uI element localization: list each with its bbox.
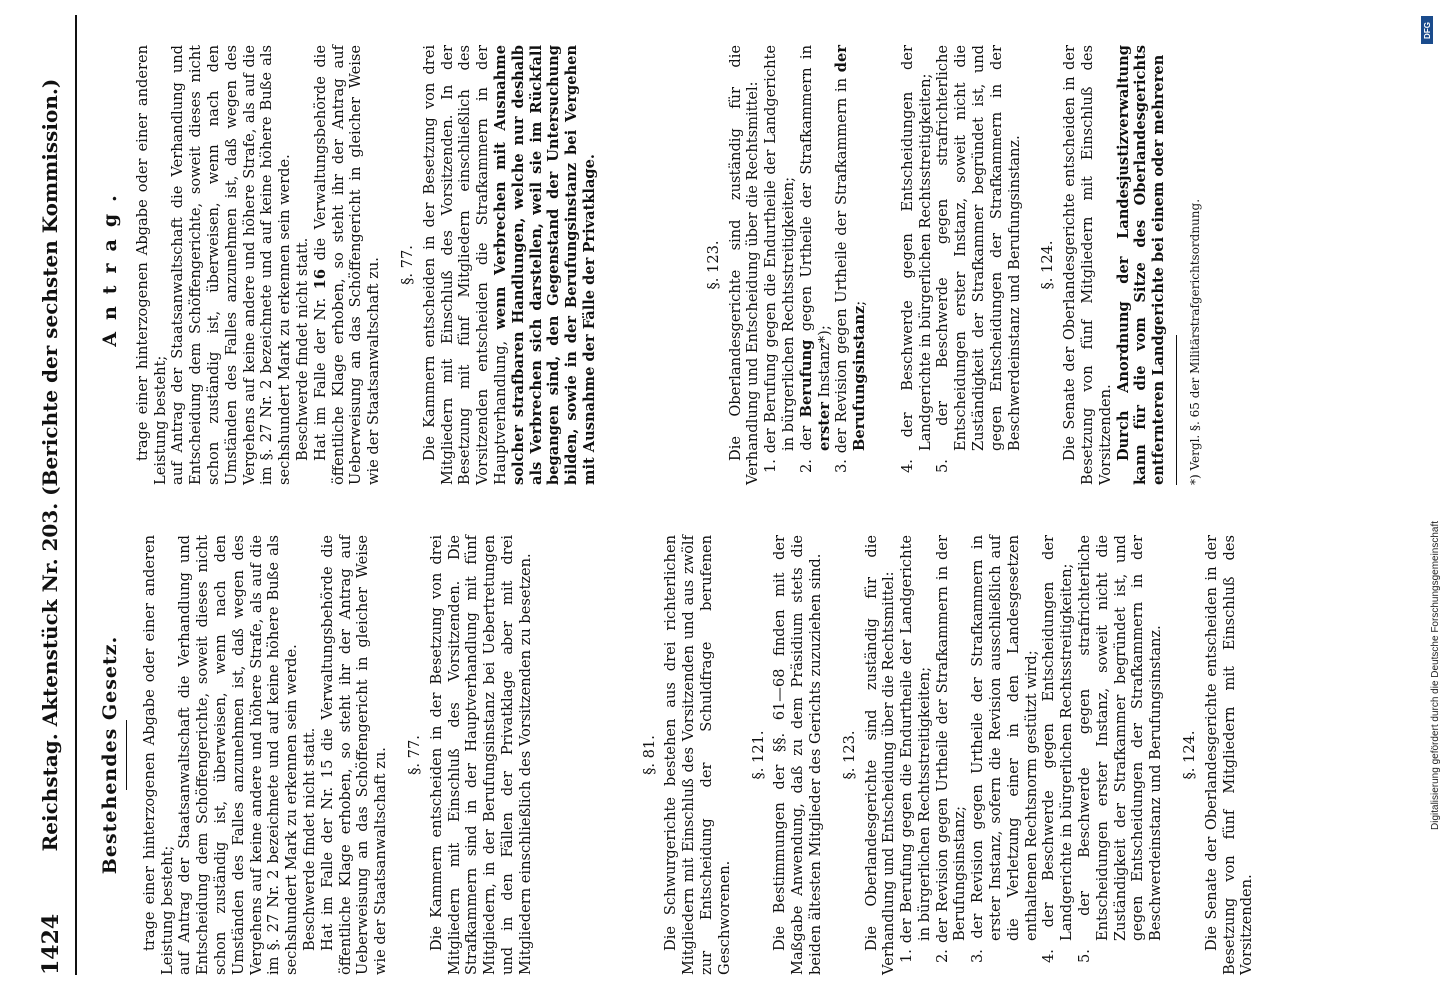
paragraph: auf Antrag der Staatsanwaltschaft die Verhandlung und Entscheidung dem Schöffengerichte, soweit dieses nicht schon zuständig ist, überweisen, wenn nach den Umständen des Falles anzunehmen ist, daß wegen des Vergehens auf keine andere und höhere Strafe, als auf die im §. 27 Nr. 2 bezeichnete und auf keine höhere Buße als sechshundert Mark zu erkennen sein werde. bbox=[176, 535, 301, 975]
paragraph: Die Oberlandesgerichte sind zuständig für die Verhandlung und Entscheidung über die Rechtsmittel: bbox=[726, 45, 762, 485]
paragraph: Die Kammern entscheiden in der Besetzung von drei Mitgliedern mit Einschluß des Vorsitzenden. Die Strafkammern sind in der Hauptverhandlung mit fünf Mitgliedern, in der Berufungsinstanz bei Uebertretungen und in den Fällen der Privatklage aber mit drei Mitgliedern einschließlich des Vorsitzenden zu besetzen. bbox=[427, 535, 534, 975]
paragraph: Die Senate der Oberlandesgerichte entscheiden in der Besetzung von fünf Mitgliedern mit Einschluß des Vorsitzenden. bbox=[1202, 535, 1256, 975]
header-rule bbox=[75, 15, 77, 975]
paragraph: Die Oberlandesgerichte sind zuständig für die Verhandlung und Entscheidung über die Rechtsmittel: bbox=[862, 535, 898, 975]
column-title-existing-law: Bestehendes Gesetz. bbox=[99, 635, 121, 875]
list-item: 2. der Berufung gegen Urtheile der Strafkammern in erster Instanz*); bbox=[797, 45, 833, 473]
column-proposal bbox=[90, 45, 1205, 485]
section-heading: §. 123. bbox=[840, 730, 858, 780]
list-item: 1. der Berufung gegen die Endurtheile der Landgerichte in bürgerlichen Rechtsstreitigkeiten; bbox=[898, 535, 933, 963]
list-item: 3. der Revision gegen Urtheile der Strafkammern in erster Instanz, sofern die Revision ausschließlich auf die Verletzung einer in den Landesgesetzen enthaltenen Rechtsnorm gestützt wird; bbox=[969, 535, 1040, 963]
paragraph: Die Bestimmungen der §§. 61—68 finden mit der Maßgabe Anwendung, daß zu dem Präsidium stets die beiden ältesten Mitglieder des Gerichts zuzuziehen sind. bbox=[771, 535, 824, 975]
paragraph: trage einer hinterzogenen Abgabe oder einer anderen Leistung besteht; bbox=[140, 535, 176, 975]
page-header bbox=[20, 15, 80, 975]
section-heading: §. 124. bbox=[1039, 240, 1057, 290]
footnote-rule bbox=[1176, 335, 1177, 485]
list-item: 3. der Revision gegen Urtheile der Strafkammern in der Berufungsinstanz; bbox=[833, 45, 869, 473]
list-item: 4. der Beschwerde gegen Entscheidungen der Landgerichte in bürgerlichen Rechtsstreitigkeiten; bbox=[898, 45, 934, 473]
digitization-credit bbox=[1421, 10, 1441, 990]
list-item: 4. der Beschwerde gegen Entscheidungen der Landgerichte in bürgerlichen Rechtsstreitigkeiten; bbox=[1040, 535, 1076, 963]
section-heading: §. 123. bbox=[704, 240, 722, 290]
list-item: 1. der Berufung gegen die Endurtheile der Landgerichte in bürgerlichen Rechtsstreitigkeiten; bbox=[762, 45, 797, 473]
section-heading: §. 124. bbox=[1181, 730, 1199, 780]
list-item: 2. der Revision gegen Urtheile der Strafkammern in der Berufungsinstanz; bbox=[933, 535, 969, 963]
document-page bbox=[20, 15, 1380, 975]
column-existing-law bbox=[90, 535, 1256, 975]
dfg-logo: DFG bbox=[1421, 16, 1433, 44]
paragraph: Hat im Falle der Nr. 16 die Verwaltungsbehörde die öffentliche Klage erhoben, so steht ihr der Antrag auf Ueberweisung an das Schöffengericht in gleicher Weise wie der Staatsanwaltschaft zu. bbox=[311, 45, 383, 485]
paragraph: auf Antrag der Staatsanwaltschaft die Verhandlung und Entscheidung dem Schöffengerichte, soweit dieses nicht schon zuständig ist, überweisen, wenn nach den Umständen des Falles anzunehmen ist, daß wegen des Vergehens auf keine andere und höhere Strafe, als auf die im §. 27 Nr. 2 bezeichnete und auf keine höhere Buße als sechshundert Mark zu erkennen sein werde. bbox=[169, 45, 294, 485]
section-heading: §. 121. bbox=[749, 730, 767, 780]
column-title-proposal: Antrag. bbox=[99, 183, 121, 347]
paragraph: Beschwerde findet nicht statt. bbox=[300, 727, 318, 951]
paragraph: trage einer hinterzogenen Abgabe oder einer anderen Leistung besteht; bbox=[133, 45, 169, 485]
paragraph: Die Senate der Oberlandesgerichte entscheiden in der Besetzung von fünf Mitgliedern mit Einschluß des Vorsitzenden. bbox=[1061, 45, 1114, 485]
paragraph: Hat im Falle der Nr. 15 die Verwaltungsbehörde die öffentliche Klage erhoben, so steht ihr der Antrag auf Ueberweisung an das Schöffengericht in gleicher Weise wie der Staatsanwaltschaft zu. bbox=[318, 535, 390, 975]
list-item: 5. der Beschwerde gegen strafrichterliche Entscheidungen erster Instanz, soweit nicht die Zuständigkeit der Strafkammer begründet ist, und gegen Entscheidungen der Strafkammern in der Beschwerdeinstanz und Berufungsinstanz. bbox=[1076, 535, 1165, 963]
page-number: 1424 bbox=[38, 913, 64, 975]
list-item: 5. der Beschwerde gegen strafrichterliche Entscheidungen erster Instanz, soweit nicht die Zuständigkeit der Strafkammer begründet ist, und gegen Entscheidungen der Strafkammern in der Beschwerdeinstanz und Berufungsinstanz. bbox=[934, 45, 1023, 473]
page-title: Reichstag. Aktenstück Nr. 203. (Berichte der sechsten Kommission.) bbox=[38, 78, 62, 852]
paragraph: Beschwerde findet nicht statt. bbox=[293, 237, 311, 461]
divider bbox=[126, 720, 127, 790]
paragraph: Die Kammern entscheiden in der Besetzung von drei Mitgliedern mit Einschluß des Vorsitzenden. In der Besetzung mit fünf Mitgliedern einschließlich des Vorsitzenden entscheiden die Strafkammern in der Hauptverhandlung, wenn Verbrechen mit Ausnahme solcher strafbaren Handlungen, welche nur deshalb als Verbrechen sich darstellen, weil sie im Rückfall begangen sind, den Gegenstand der Untersuchung bilden, sowie in der Berufungsinstanz bei Vergehen mit Ausnahme der Fälle der Privatklage. bbox=[420, 45, 598, 485]
paragraph: Durch Anordnung der Landesjustizverwaltung kann für die vom Sitze des Oberlandesgerichts entfernteren Landgerichte bei einem oder mehreren bbox=[1114, 45, 1168, 485]
footnote: *) Vergl. §. 65 der Militärstrafgerichtsordnung. bbox=[1188, 198, 1203, 485]
section-heading: §. 77. bbox=[398, 245, 416, 285]
paragraph: Die Schwurgerichte bestehen aus drei richterlichen Mitgliedern mit Einschluß des Vorsitzenden und aus zwölf zur Entscheidung der Schuldfrage berufenen Geschworenen. bbox=[662, 535, 733, 975]
section-heading: §. 81. bbox=[640, 735, 658, 775]
credit-text: Digitalisierung gefördert durch die Deutsche Forschungsgemeinschaft bbox=[1430, 520, 1441, 830]
section-heading: §. 77. bbox=[405, 735, 423, 775]
